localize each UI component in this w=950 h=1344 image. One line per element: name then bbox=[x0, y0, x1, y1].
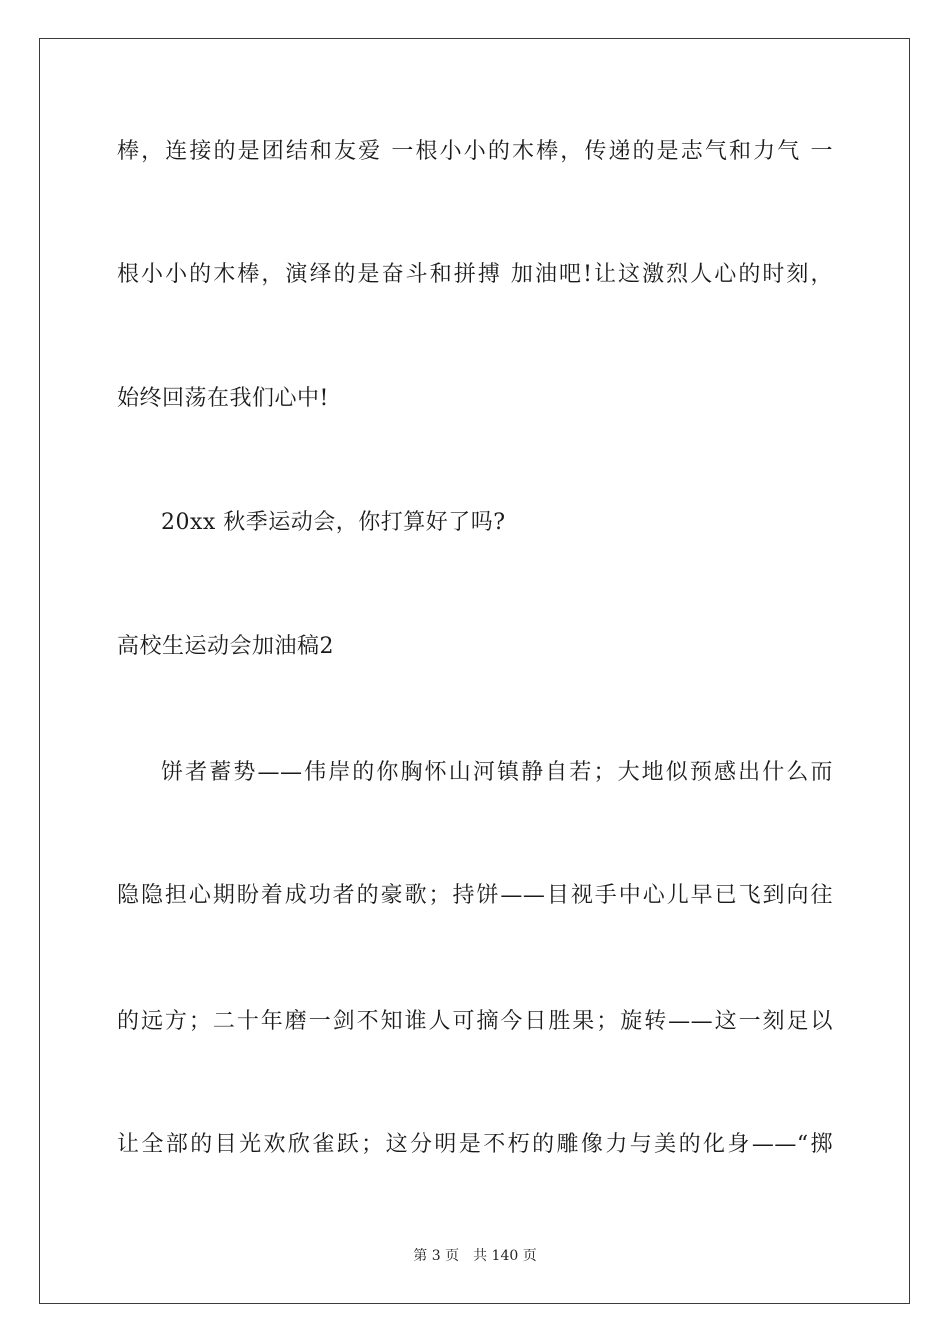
section-heading: 高校生运动会加油稿2 bbox=[117, 634, 334, 659]
page-number: 第 3 页 bbox=[413, 1248, 460, 1264]
body-line-2: 根小小的木棒，演绎的是奋斗和拼搏 加油吧!让这激烈人心的时刻， bbox=[117, 262, 833, 287]
page-border bbox=[39, 38, 910, 1304]
page-footer bbox=[0, 1247, 950, 1265]
body-line-6: 饼者蓄势——伟岸的你胸怀山河镇静自若；大地似预感出什么而 bbox=[161, 760, 833, 785]
page-total: 共 140 页 bbox=[473, 1248, 537, 1264]
body-line-3: 始终回荡在我们心中! bbox=[117, 386, 329, 411]
body-line-7: 隐隐担心期盼着成功者的豪歌；持饼——目视手中心儿早已飞到向往 bbox=[117, 883, 833, 908]
body-line-4: 20xx 秋季运动会，你打算好了吗? bbox=[161, 510, 506, 535]
body-line-8: 的远方；二十年磨一剑不知谁人可摘今日胜果；旋转——这一刻足以 bbox=[117, 1009, 833, 1034]
body-line-9: 让全部的目光欢欣雀跃；这分明是不朽的雕像力与美的化身——“掷 bbox=[117, 1132, 833, 1157]
body-line-1: 棒，连接的是团结和友爱 一根小小的木棒，传递的是志气和力气 一 bbox=[117, 139, 833, 164]
